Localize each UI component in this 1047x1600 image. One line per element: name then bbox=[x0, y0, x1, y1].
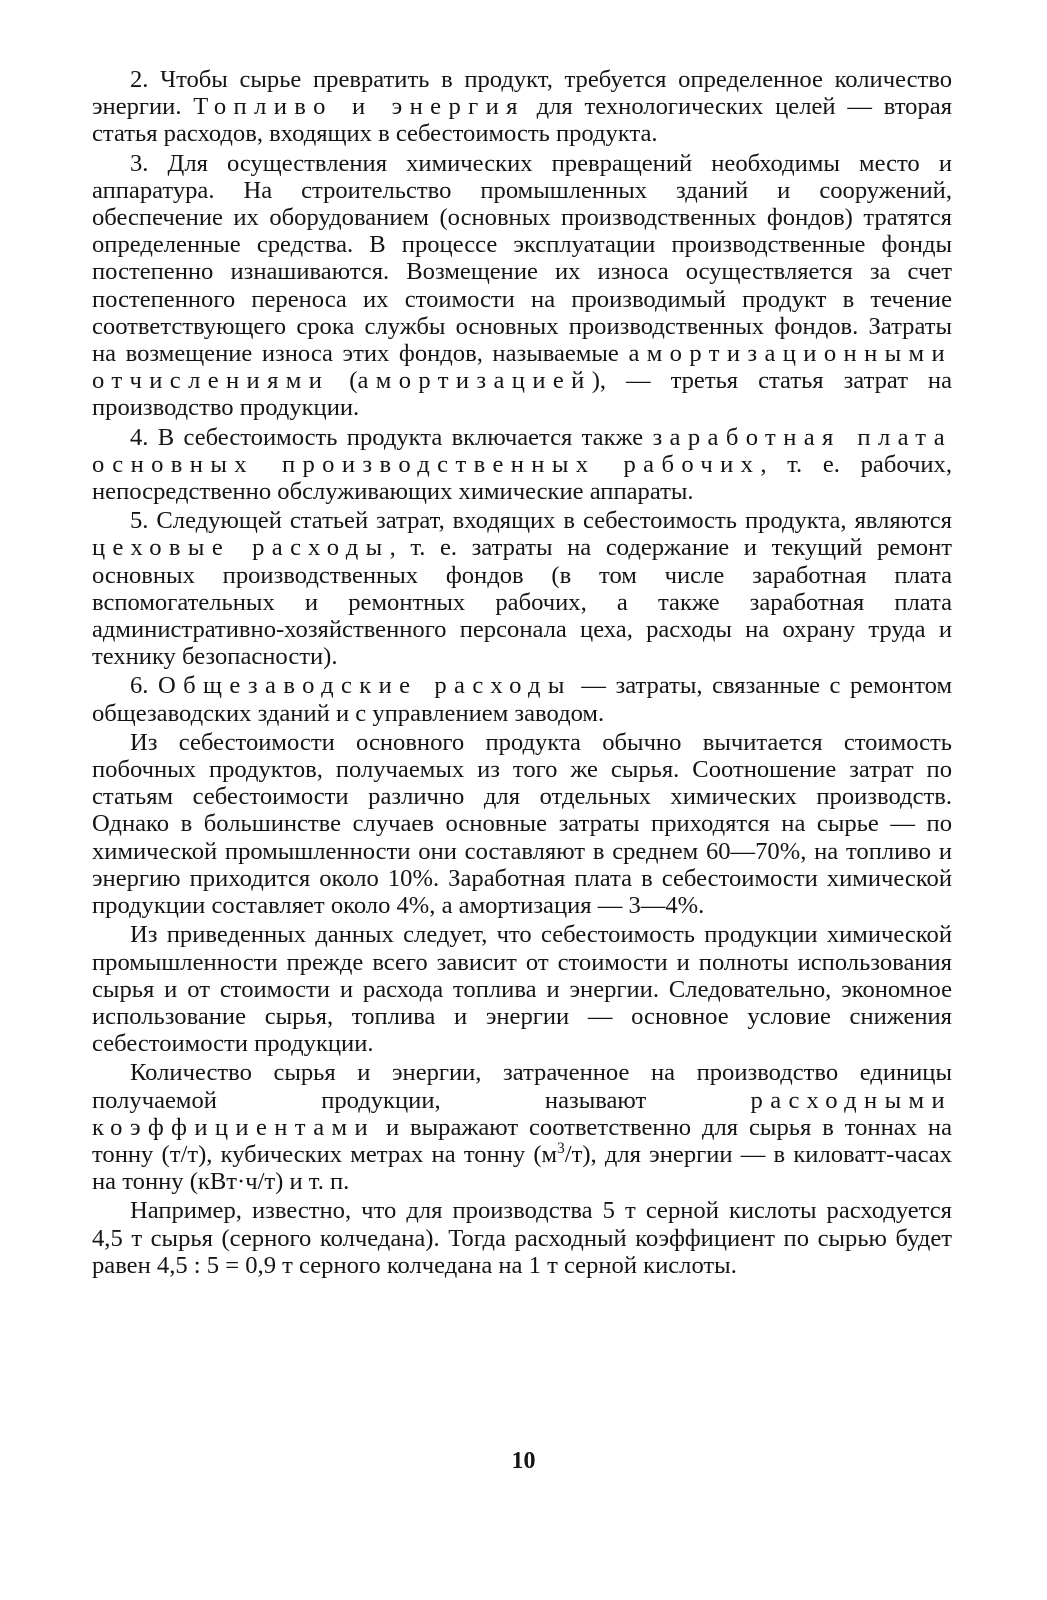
text-run: ), — третья статья затрат на производство продукции. bbox=[92, 367, 952, 422]
text-run: 6. bbox=[130, 672, 158, 700]
text-run: Из приведенных данных следует, что себестоимость продукции химической промышленности прежде всего зависит от стоимости и полноты использования сырья и от стоимости и расхода топлива и энергии. Следовательно, экономное использование сырья, топлива и энергии — основное условие снижения себестоимости продукции. bbox=[92, 921, 952, 1058]
text-run: Например, известно, что для производства 5 т серной кислоты расходуется 4,5 т сырья (серного колчедана). Тогда расходный коэффициент по сырью будет равен 4,5 : 5 = 0,9 т серного колчедана на 1 т серной кислоты. bbox=[92, 1197, 952, 1279]
text-run: , т. е. рабочих, непосредственно обслуживающих химические аппараты. bbox=[92, 450, 952, 506]
paragraph-p4 bbox=[92, 424, 952, 506]
spaced-term: Топливо и энергия bbox=[193, 93, 525, 121]
paragraph-p2 bbox=[92, 66, 952, 148]
text-run: — затраты, связанные с ремонтом общезаводских зданий и с управлением заводом. bbox=[92, 672, 953, 727]
page-body bbox=[92, 66, 952, 1279]
superscript: 3 bbox=[557, 1139, 565, 1157]
text-run: 2. Чтобы сырье превратить в продукт, требуется определенное количество энергии. bbox=[92, 66, 952, 121]
text-run: 4. В себестоимость продукта включается также bbox=[130, 423, 653, 451]
spaced-term: Общезаводские расходы bbox=[157, 672, 572, 700]
paragraph-p10 bbox=[92, 1197, 952, 1279]
paragraph-p8 bbox=[92, 921, 952, 1057]
text-run: Количество сырья и энергии, затраченное на производство единицы получаемой продукции, называют bbox=[92, 1059, 952, 1114]
text-run: /т), для энергии — в киловатт-часах на тонну (кВт·ч/т) и т. п. bbox=[92, 1140, 953, 1196]
spaced-term: амортизацией bbox=[357, 367, 592, 395]
paragraph-p5 bbox=[92, 507, 952, 670]
page-number: 10 bbox=[511, 1448, 536, 1474]
text-run: , т. е. затраты на содержание и текущий ремонт основных производственных фондов (в том числе заработная плата вспомогательных и ремонтных рабочих, а также заработная плата административно-хозяйственного персонала цеха, расходы на охрану труда и технику безопасности). bbox=[92, 534, 952, 671]
paragraph-p7 bbox=[92, 729, 952, 919]
spaced-term: амортизационными отчислениями bbox=[92, 340, 952, 395]
text-run: Из себестоимости основного продукта обычно вычитается стоимость побочных продуктов, получаемых из того же сырья. Соотношение затрат по статьям себестоимости различно для отдельных химических производств. Однако в большинстве случаев основные затраты приходятся на сырье — по химической промышленности они составляют в среднем 60—70%, на топливо и энергию приходится около 10%. Заработная плата в себестоимости химической продукции составляет около 4%, а амортизация — 3—4%. bbox=[92, 728, 952, 920]
paragraph-p3 bbox=[92, 150, 952, 422]
spaced-term: цеховые расходы bbox=[92, 534, 390, 562]
paragraph-p6 bbox=[92, 672, 952, 726]
spaced-term: заработная плата основных производственных рабочих bbox=[92, 423, 952, 478]
paragraph-p9 bbox=[92, 1059, 952, 1195]
text-run: 3. Для осуществления химических превращений необходимы место и аппаратура. На строительство промышленных зданий и сооружений, обеспечение их оборудованием (основных производственных фондов) тратятся определенные средства. В процессе эксплуатации производственные фонды постепенно изнашиваются. Возмещение их износа осуществляется за счет постепенного переноса их стоимости на производимый продукт в течение соответствующего срока службы основных производственных фондов. Затраты на возмещение износа этих фондов, называемые bbox=[92, 149, 952, 368]
text-run: ( bbox=[329, 367, 358, 395]
text-run: 5. Следующей статьей затрат, входящих в себестоимость продукта, являются bbox=[130, 507, 952, 535]
text-run: и выражают соответственно для сырья в тоннах на тонну (т/т), кубических метрах на тонну (м bbox=[92, 1113, 952, 1168]
text-run: для технологических целей — вторая статья расходов, входящих в себестоимость продукта. bbox=[92, 93, 953, 148]
spaced-term: расходными коэффициентами bbox=[92, 1086, 952, 1141]
